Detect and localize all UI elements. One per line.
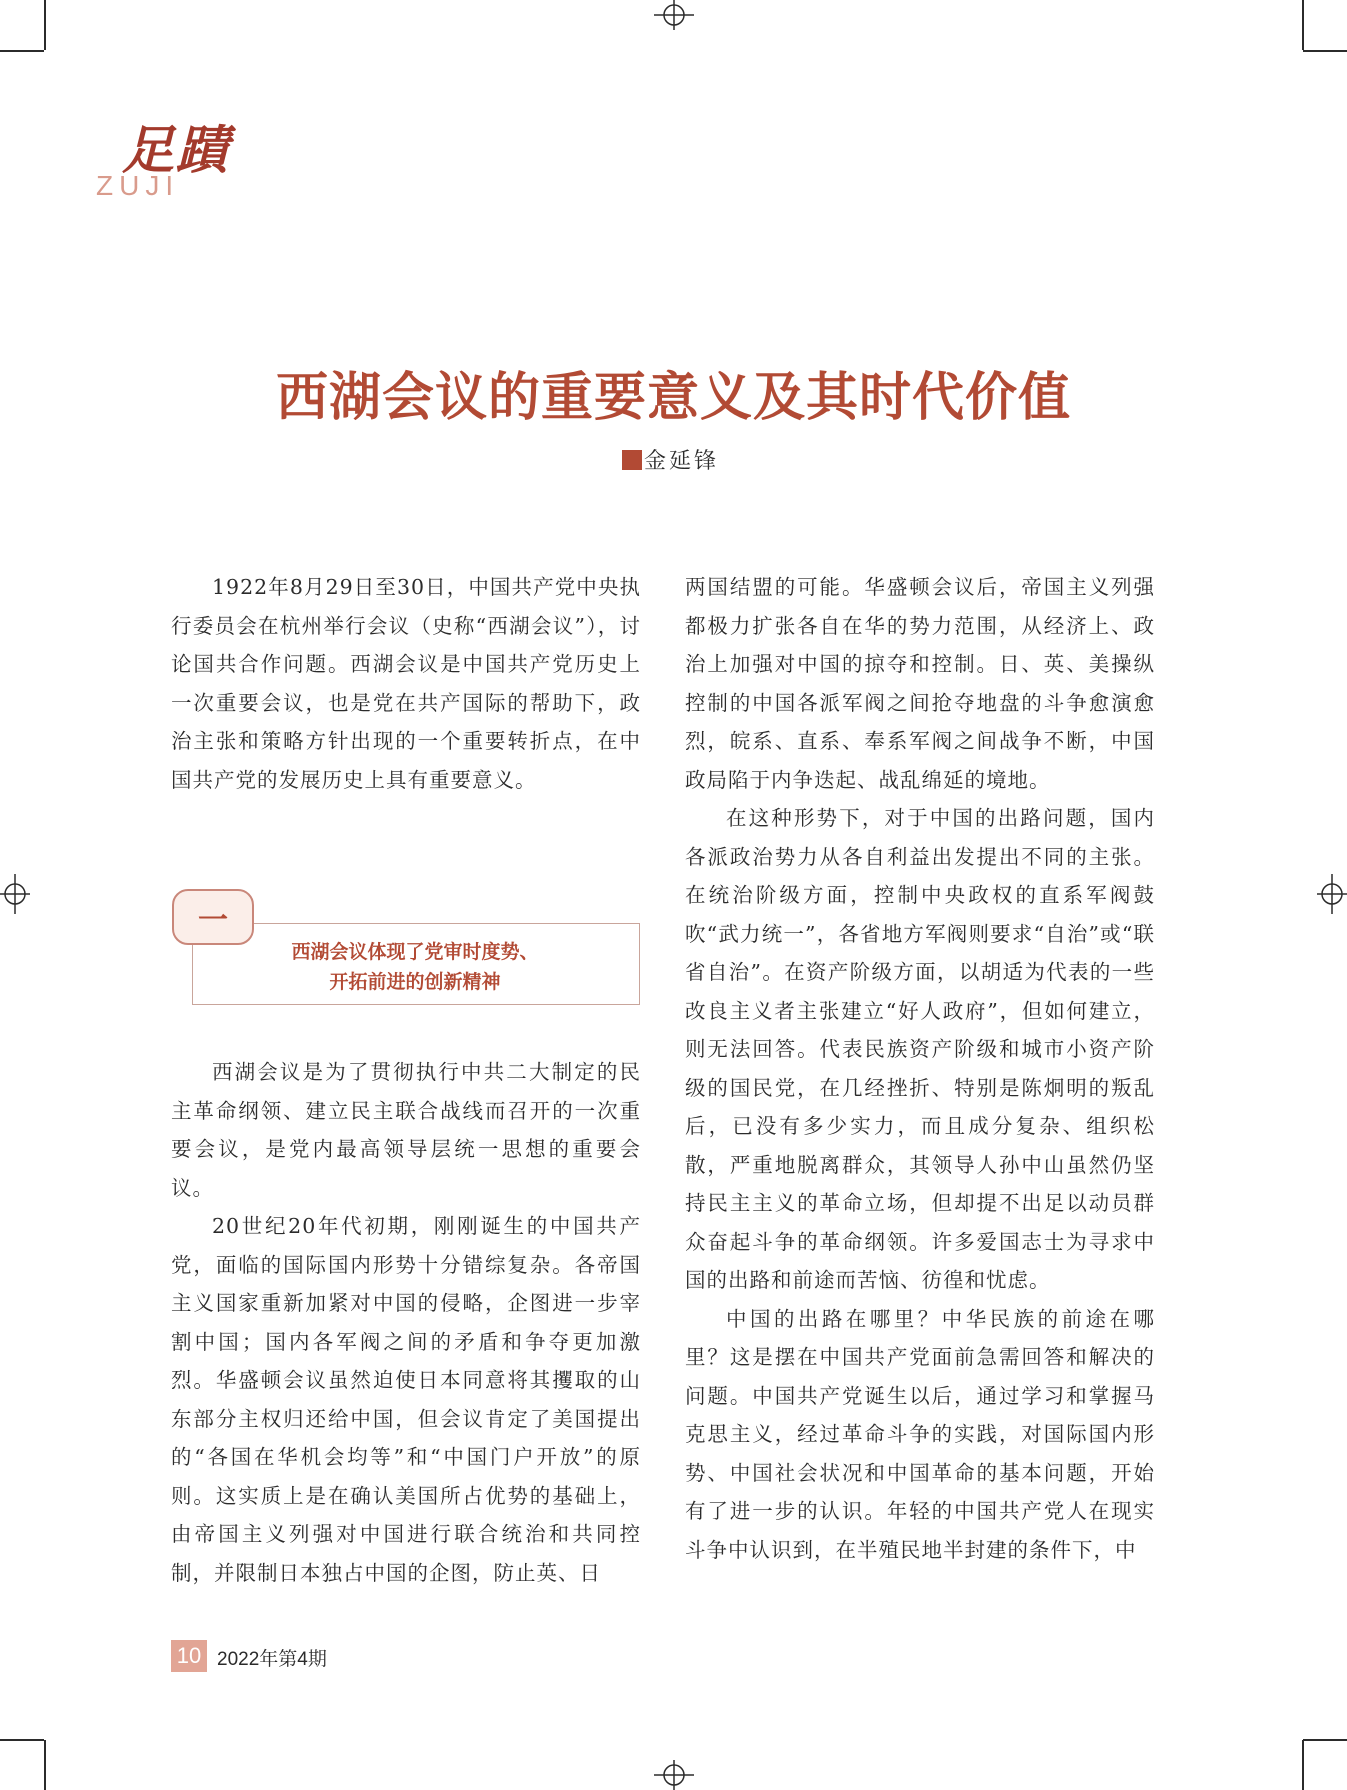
crop-mark <box>44 1740 46 1790</box>
registration-mark-icon <box>0 872 32 916</box>
body-paragraph: 中国的出路在哪里？中华民族的前途在哪里？这是摆在中国共产党面前急需回答和解决的问题。中国共产党诞生以后，通过学习和掌握马克思主义，经过革命斗争的实践，对国际国内形势、中国社会状况和中国革命的基本问题，开始有了进一步的认识。年轻的中国共产党人在现实斗争中认识到，在半殖民地半封建的条件下，中 <box>685 1306 1155 1562</box>
crop-mark <box>1303 50 1347 52</box>
registration-mark-icon <box>652 0 696 32</box>
body-paragraph: 在这种形势下，对于中国的出路问题，国内各派政治势力从各自利益出发提出不同的主张。在统治阶级方面，控制中央政权的直系军阀鼓吹“武力统一”，各省地方军阀则要求“自治”或“联省自治”。在资产阶级方面，以胡适为代表的一些改良主义者主张建立“好人政府”，但如何建立，则无法回答。代表民族资产阶级和城市小资产阶级的国民党，在几经挫折、特别是陈炯明的叛乱后，已没有多少实力，而且成分复杂、组织松散，严重地脱离群众，其领导人孙中山虽然仍坚持民主主义的革命立场，但却提不出足以动员群众奋起斗争的革命纲领。许多爱国志士为寻求中国的出路和前途而苦恼、彷徨和忧虑。 <box>685 806 1155 1292</box>
crop-mark <box>1302 1740 1304 1790</box>
left-column-bottom <box>171 1053 641 1592</box>
page-number: 10 <box>171 1640 207 1672</box>
square-bullet-icon <box>622 450 642 470</box>
left-column-top <box>171 568 641 799</box>
section-number: 一 <box>172 889 254 945</box>
crop-mark <box>1302 0 1304 50</box>
registration-mark-icon <box>652 1758 696 1790</box>
right-column <box>685 568 1155 1569</box>
author-name: 金延锋 <box>644 449 720 474</box>
intro-paragraph: 1922年8月29日至30日，中国共产党中央执行委员会在杭州举行会议（史称“西湖会议”），讨论国共合作问题。西湖会议是中国共产党历史上一次重要会议，也是党在共产国际的帮助下，政治主张和策略方针出现的一个重要转折点，在中国共产党的发展历史上具有重要意义。 <box>171 575 641 792</box>
column-logo: 足蹟 <box>122 120 231 181</box>
section-title-line: 开拓前进的创新精神 <box>329 971 501 993</box>
body-paragraph: 20世纪20年代初期，刚刚诞生的中国共产党，面临的国际国内形势十分错综复杂。各帝国主义国家重新加紧对中国的侵略，企图进一步宰割中国；国内各军阀之间的矛盾和争夺更加激烈。华盛顿会议虽然迫使日本同意将其攫取的山东部分主权归还给中国，但会议肯定了美国提出的“各国在华机会均等”和“中国门户开放”的原则。这实质上是在确认美国所占优势的基础上，由帝国主义列强对中国进行联合统治和共同控制，并限制日本独占中国的企图，防止英、日 <box>171 1214 641 1585</box>
crop-mark <box>0 50 44 52</box>
registration-mark-icon <box>1315 872 1347 916</box>
column-logo-latin: ZUJI <box>96 170 180 201</box>
crop-mark <box>1303 1739 1347 1741</box>
crop-mark <box>44 0 46 50</box>
body-paragraph: 西湖会议是为了贯彻执行中共二大制定的民主革命纲领、建立民主联合战线而召开的一次重要会议，是党内最高领导层统一思想的重要会议。 <box>171 1060 641 1200</box>
body-paragraph: 两国结盟的可能。华盛顿会议后，帝国主义列强都极力扩张各自在华的势力范围，从经济上、政治上加强对中国的掠夺和控制。日、英、美操纵控制的中国各派军阀之间抢夺地盘的斗争愈演愈烈，皖系、直系、奉系军阀之间战争不断，中国政局陷于内争迭起、战乱绵延的境地。 <box>685 575 1155 792</box>
section-title <box>192 937 638 997</box>
section-title-line: 西湖会议体现了党审时度势、 <box>291 941 539 963</box>
author-byline <box>622 444 719 475</box>
article-title: 西湖会议的重要意义及其时代价值 <box>275 367 1071 428</box>
crop-mark <box>0 1739 44 1741</box>
issue-label: 2022年第4期 <box>217 1649 327 1670</box>
